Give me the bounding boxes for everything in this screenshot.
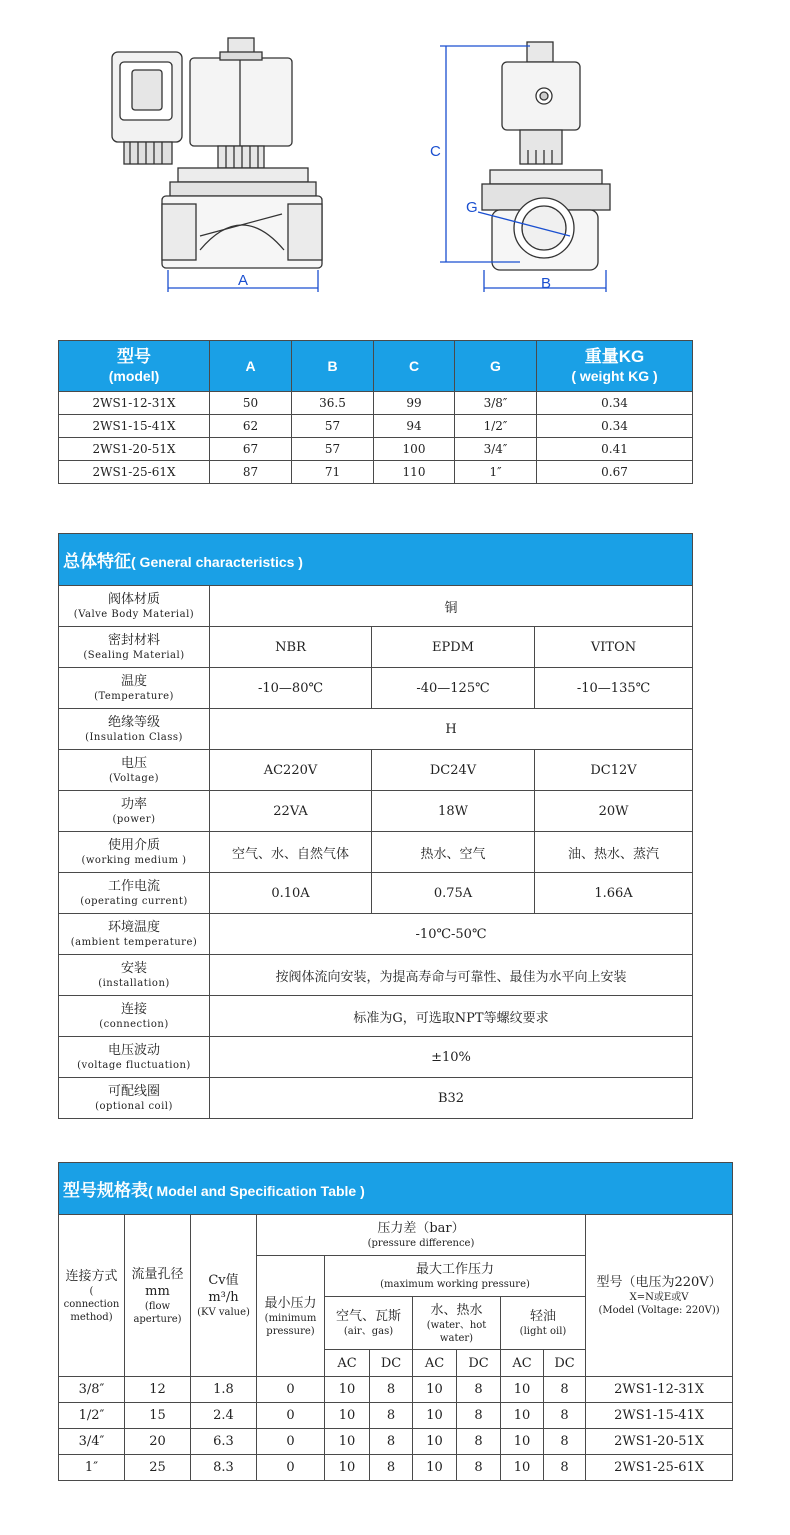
cell-flow: 15	[125, 1403, 191, 1429]
table-row	[59, 832, 693, 873]
table-row	[59, 1429, 733, 1455]
header-connection: 连接方式 ( connection method)	[59, 1215, 125, 1377]
header-air-gas: 空气、瓦斯 (air、gas)	[325, 1297, 413, 1350]
row-label: 密封材料 (Sealing Material)	[59, 627, 210, 668]
cell-cv: 2.4	[191, 1403, 257, 1429]
header-max-pressure: 最大工作压力 (maximum working pressure)	[325, 1256, 586, 1297]
cell-weight: 0.41	[537, 438, 693, 461]
cell-weight: 0.34	[537, 392, 693, 415]
row-value: ±10%	[210, 1037, 693, 1078]
table-row	[59, 668, 693, 709]
header-pressure-difference: 压力差（bar） (pressure difference)	[257, 1215, 586, 1256]
dimension-b-label: B	[541, 275, 552, 292]
cell-water-ac: 10	[413, 1403, 457, 1429]
header-dc: DC	[457, 1350, 501, 1377]
row-value: -40—125℃	[372, 668, 535, 709]
row-label: 可配线圈 (optional coil)	[59, 1078, 210, 1119]
header-water: 水、热水 (water、hot water)	[413, 1297, 501, 1350]
row-label: 安装 (installation)	[59, 955, 210, 996]
table-row	[59, 392, 693, 415]
row-value: 空气、水、自然气体	[210, 832, 372, 873]
cell-oil-ac: 10	[501, 1403, 544, 1429]
cell-model: 2WS1-25-61X	[586, 1455, 733, 1481]
row-value: -10℃-50℃	[210, 914, 693, 955]
table-row	[59, 791, 693, 832]
cell-oil-dc: 8	[544, 1403, 586, 1429]
cell-air-ac: 10	[325, 1455, 370, 1481]
cell-water-ac: 10	[413, 1455, 457, 1481]
valve-drawings	[0, 0, 790, 300]
row-value: 油、热水、蒸汽	[535, 832, 693, 873]
row-label: 电压波动 (voltage fluctuation)	[59, 1037, 210, 1078]
row-value: 铜	[210, 586, 693, 627]
cell-oil-dc: 8	[544, 1455, 586, 1481]
cell-c: 99	[374, 392, 455, 415]
header-ac: AC	[325, 1350, 370, 1377]
table-row	[59, 914, 693, 955]
spec-header-row-1	[59, 1215, 733, 1256]
cell-air-ac: 10	[325, 1403, 370, 1429]
cell-cv: 8.3	[191, 1455, 257, 1481]
cell-oil-ac: 10	[501, 1429, 544, 1455]
cell-cv: 1.8	[191, 1377, 257, 1403]
cell-model: 2WS1-12-31X	[586, 1377, 733, 1403]
side-view-drawing	[440, 42, 610, 292]
cell-weight: 0.67	[537, 461, 693, 484]
dimension-table	[58, 340, 693, 484]
header-cv-value: Cv值 m³/h (KV value)	[191, 1215, 257, 1377]
cell-model: 2WS1-20-51X	[586, 1429, 733, 1455]
cell-connection: 1″	[59, 1455, 125, 1481]
cell-flow: 25	[125, 1455, 191, 1481]
header-g: G	[455, 341, 537, 392]
cell-water-dc: 8	[457, 1455, 501, 1481]
row-label: 绝缘等级 (Insulation Class)	[59, 709, 210, 750]
cell-model: 2WS1-15-41X	[59, 415, 210, 438]
header-a: A	[210, 341, 292, 392]
cell-oil-dc: 8	[544, 1377, 586, 1403]
row-label: 功率 (power)	[59, 791, 210, 832]
header-flow-aperture: 流量孔径mm (flow aperture)	[125, 1215, 191, 1377]
dimension-c-label: C	[430, 143, 441, 160]
cell-a: 87	[210, 461, 292, 484]
table-row	[59, 955, 693, 996]
table-row	[59, 709, 693, 750]
table-row	[59, 627, 693, 668]
row-value: B32	[210, 1078, 693, 1119]
row-label: 温度 (Temperature)	[59, 668, 210, 709]
row-value: 热水、空气	[372, 832, 535, 873]
cell-oil-dc: 8	[544, 1429, 586, 1455]
general-characteristics-table	[58, 533, 693, 1119]
cell-air-ac: 10	[325, 1377, 370, 1403]
table-row	[59, 1377, 733, 1403]
cell-c: 110	[374, 461, 455, 484]
cell-g: 1/2″	[455, 415, 537, 438]
row-value: 标准为G，可选取NPT等螺纹要求	[210, 996, 693, 1037]
cell-c: 100	[374, 438, 455, 461]
cell-g: 1″	[455, 461, 537, 484]
row-value: DC24V	[372, 750, 535, 791]
row-value: 1.66A	[535, 873, 693, 914]
cell-g: 3/4″	[455, 438, 537, 461]
cell-water-dc: 8	[457, 1377, 501, 1403]
cell-connection: 3/4″	[59, 1429, 125, 1455]
row-value: DC12V	[535, 750, 693, 791]
cell-flow: 20	[125, 1429, 191, 1455]
header-b: B	[292, 341, 374, 392]
cell-oil-ac: 10	[501, 1377, 544, 1403]
row-label: 工作电流 (operating current)	[59, 873, 210, 914]
row-label: 使用介质 (working medium )	[59, 832, 210, 873]
cell-min: 0	[257, 1455, 325, 1481]
cell-model: 2WS1-20-51X	[59, 438, 210, 461]
cell-model: 2WS1-12-31X	[59, 392, 210, 415]
cell-c: 94	[374, 415, 455, 438]
cell-a: 67	[210, 438, 292, 461]
cell-weight: 0.34	[537, 415, 693, 438]
cell-water-dc: 8	[457, 1403, 501, 1429]
row-value: H	[210, 709, 693, 750]
header-dc: DC	[370, 1350, 413, 1377]
header-min-pressure: 最小压力 (minimum pressure)	[257, 1256, 325, 1377]
table-row	[59, 996, 693, 1037]
dimension-a-label: A	[238, 272, 249, 289]
cell-air-dc: 8	[370, 1429, 413, 1455]
spec-title: 型号规格表( Model and Specification Table )	[59, 1163, 733, 1215]
cell-oil-ac: 10	[501, 1455, 544, 1481]
cell-air-dc: 8	[370, 1377, 413, 1403]
model-spec-table	[58, 1162, 733, 1481]
row-value: 0.75A	[372, 873, 535, 914]
row-value: 22VA	[210, 791, 372, 832]
cell-flow: 12	[125, 1377, 191, 1403]
table-row	[59, 750, 693, 791]
general-title-row	[59, 534, 693, 586]
cell-g: 3/8″	[455, 392, 537, 415]
cell-min: 0	[257, 1403, 325, 1429]
row-value: 按阀体流向安装，为提高寿命与可靠性、最佳为水平向上安装	[210, 955, 693, 996]
header-dc: DC	[544, 1350, 586, 1377]
table-row	[59, 461, 693, 484]
row-label: 环境温度 (ambient temperature)	[59, 914, 210, 955]
cell-model: 2WS1-25-61X	[59, 461, 210, 484]
cell-water-ac: 10	[413, 1429, 457, 1455]
cell-water-ac: 10	[413, 1377, 457, 1403]
row-label: 电压 (Voltage)	[59, 750, 210, 791]
cell-water-dc: 8	[457, 1429, 501, 1455]
header-c: C	[374, 341, 455, 392]
row-value: 18W	[372, 791, 535, 832]
row-value: 20W	[535, 791, 693, 832]
header-light-oil: 轻油 (light oil)	[501, 1297, 586, 1350]
front-view-drawing	[112, 38, 322, 292]
cell-min: 0	[257, 1377, 325, 1403]
row-value: -10—135℃	[535, 668, 693, 709]
cell-air-dc: 8	[370, 1403, 413, 1429]
row-value: VITON	[535, 627, 693, 668]
general-title: 总体特征( General characteristics )	[59, 534, 693, 586]
header-model: 型号（电压为220V） X=N或E或V (Model (Voltage: 220V))	[586, 1215, 733, 1377]
cell-air-dc: 8	[370, 1455, 413, 1481]
cell-b: 71	[292, 461, 374, 484]
spec-title-row	[59, 1163, 733, 1215]
cell-b: 36.5	[292, 392, 374, 415]
dimension-header-row	[59, 341, 693, 392]
cell-model: 2WS1-15-41X	[586, 1403, 733, 1429]
row-label: 阀体材质 (Valve Body Material)	[59, 586, 210, 627]
row-value: 0.10A	[210, 873, 372, 914]
table-row	[59, 873, 693, 914]
cell-b: 57	[292, 415, 374, 438]
row-value: EPDM	[372, 627, 535, 668]
table-row	[59, 1455, 733, 1481]
row-label: 连接 (connection)	[59, 996, 210, 1037]
cell-a: 50	[210, 392, 292, 415]
dimension-g-label: G	[466, 199, 478, 216]
cell-a: 62	[210, 415, 292, 438]
cell-cv: 6.3	[191, 1429, 257, 1455]
table-row	[59, 438, 693, 461]
table-row	[59, 1037, 693, 1078]
row-value: NBR	[210, 627, 372, 668]
cell-min: 0	[257, 1429, 325, 1455]
row-value: AC220V	[210, 750, 372, 791]
header-model: 型号 (model)	[59, 341, 210, 392]
header-weight: 重量KG ( weight KG )	[537, 341, 693, 392]
row-value: -10—80℃	[210, 668, 372, 709]
table-row	[59, 1078, 693, 1119]
table-row	[59, 415, 693, 438]
cell-connection: 3/8″	[59, 1377, 125, 1403]
cell-b: 57	[292, 438, 374, 461]
table-row	[59, 1403, 733, 1429]
header-ac: AC	[413, 1350, 457, 1377]
cell-connection: 1/2″	[59, 1403, 125, 1429]
cell-air-ac: 10	[325, 1429, 370, 1455]
header-ac: AC	[501, 1350, 544, 1377]
table-row	[59, 586, 693, 627]
